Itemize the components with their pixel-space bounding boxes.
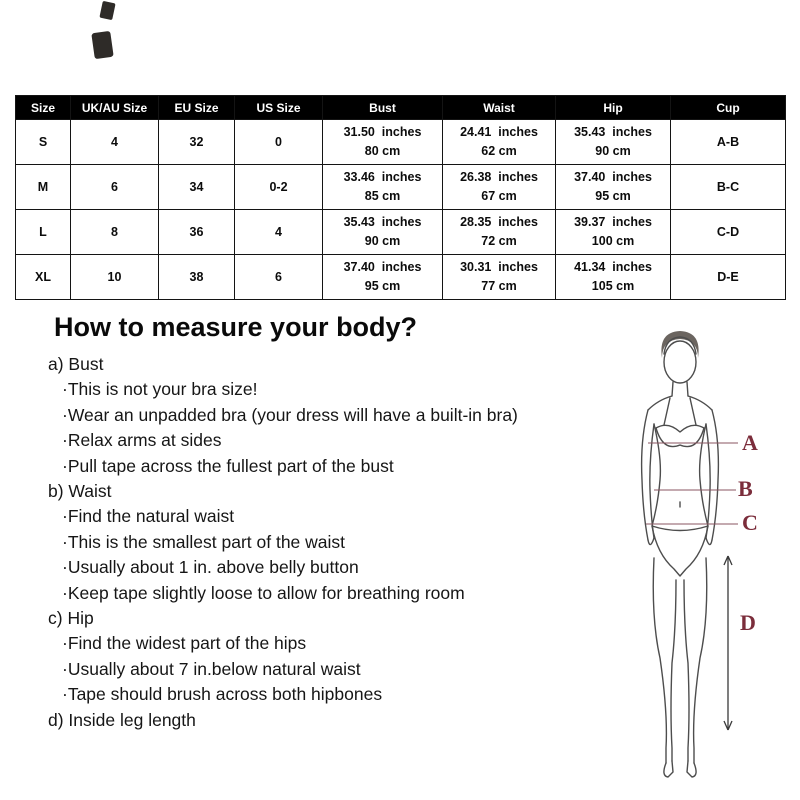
guide-item: ·Usually about 7 in.below natural waist <box>62 658 361 679</box>
guide-item: ·Relax arms at sides <box>62 430 222 451</box>
waist-cell <box>443 165 556 210</box>
hip-cm: 105 cm <box>591 279 635 293</box>
column-header-us: US Size <box>235 96 323 120</box>
bust-cell <box>323 210 443 255</box>
table-row <box>16 165 786 210</box>
waist-inches: 26.38 inches <box>460 170 538 184</box>
waist-cm: 77 cm <box>481 279 517 293</box>
column-header-bust: Bust <box>323 96 443 120</box>
eu-cell: 32 <box>159 120 235 165</box>
bust-inches: 33.46 inches <box>343 170 422 184</box>
us-cell: 0-2 <box>235 165 323 210</box>
eu-cell: 34 <box>159 165 235 210</box>
eu-cell: 38 <box>159 255 235 300</box>
waist-inches: 30.31 inches <box>460 260 538 274</box>
guide-item: ·Wear an unpadded bra (your dress will have a built-in bra) <box>62 404 518 425</box>
table-row <box>16 120 786 165</box>
us-cell: 0 <box>235 120 323 165</box>
figure-label-bust: A <box>742 430 758 455</box>
guide-section-waist: b) Waist <box>48 481 112 502</box>
guide-title: How to measure your body? <box>54 312 418 342</box>
guide-item: ·Usually about 1 in. above belly button <box>62 557 359 578</box>
measuring-guide <box>48 352 588 733</box>
waist-inches: 28.35 inches <box>460 215 538 229</box>
hip-cell <box>556 165 671 210</box>
column-header-ukau: UK/AU Size <box>71 96 159 120</box>
hip-inches: 37.40 inches <box>574 170 652 184</box>
bust-cm: 80 cm <box>364 144 401 158</box>
hip-cm: 90 cm <box>595 144 631 158</box>
body-figure <box>588 328 773 788</box>
hip-inches: 41.34 inches <box>574 260 652 274</box>
guide-item: ·Keep tape slightly loose to allow for breathing room <box>62 582 465 603</box>
size-cell: M <box>16 165 71 210</box>
hip-inches: 39.37 inches <box>574 215 652 229</box>
bust-cm: 95 cm <box>364 279 401 293</box>
hip-cm: 95 cm <box>595 189 631 203</box>
cup-cell: B-C <box>671 165 786 210</box>
waist-cell <box>443 255 556 300</box>
waist-cell <box>443 120 556 165</box>
guide-item: ·This is not your bra size! <box>62 379 258 400</box>
bust-inches: 35.43 inches <box>343 215 422 229</box>
hip-cm: 100 cm <box>591 234 635 248</box>
guide-section-bust: a) Bust <box>48 354 104 374</box>
guide-item: ·Find the natural waist <box>62 506 235 527</box>
corner-mark <box>91 31 113 59</box>
bust-cell <box>323 120 443 165</box>
size-cell: S <box>16 120 71 165</box>
bust-inches: 31.50 inches <box>343 125 422 139</box>
column-header-cup: Cup <box>671 96 786 120</box>
bust-cell <box>323 255 443 300</box>
ukau-cell: 10 <box>71 255 159 300</box>
table-header-row <box>16 96 786 120</box>
figure-label-leg: D <box>740 610 756 635</box>
bust-inches: 37.40 inches <box>343 260 422 274</box>
eu-cell: 36 <box>159 210 235 255</box>
waist-cm: 62 cm <box>481 144 517 158</box>
guide-item: ·This is the smallest part of the waist <box>62 531 346 552</box>
bust-cell <box>323 165 443 210</box>
table-row <box>16 255 786 300</box>
column-header-hip: Hip <box>556 96 671 120</box>
us-cell: 6 <box>235 255 323 300</box>
hip-cell <box>556 120 671 165</box>
size-cell: L <box>16 210 71 255</box>
guide-item: ·Pull tape across the fullest part of the bust <box>62 455 394 476</box>
ukau-cell: 8 <box>71 210 159 255</box>
cup-cell: A-B <box>671 120 786 165</box>
size-table <box>15 95 786 300</box>
guide-item: ·Tape should brush across both hipbones <box>62 684 383 705</box>
hip-inches: 35.43 inches <box>574 125 652 139</box>
guide-section-hip: c) Hip <box>48 608 94 629</box>
size-cell: XL <box>16 255 71 300</box>
waist-cell <box>443 210 556 255</box>
bust-cm: 85 cm <box>364 189 401 203</box>
cup-cell: C-D <box>671 210 786 255</box>
cup-cell: D-E <box>671 255 786 300</box>
corner-mark <box>99 1 115 20</box>
bust-cm: 90 cm <box>364 234 401 248</box>
ukau-cell: 4 <box>71 120 159 165</box>
waist-cm: 72 cm <box>481 234 517 248</box>
guide-item: ·Find the widest part of the hips <box>62 633 307 654</box>
table-row <box>16 210 786 255</box>
waist-cm: 67 cm <box>481 189 517 203</box>
waist-inches: 24.41 inches <box>460 125 538 139</box>
figure-label-hip: C <box>742 510 758 535</box>
ukau-cell: 6 <box>71 165 159 210</box>
column-header-eu: EU Size <box>159 96 235 120</box>
column-header-size: Size <box>16 96 71 120</box>
hip-cell <box>556 255 671 300</box>
us-cell: 4 <box>235 210 323 255</box>
body-figure-sketch <box>588 328 773 788</box>
column-header-waist: Waist <box>443 96 556 120</box>
guide-section-leg: d) Inside leg length <box>48 709 196 730</box>
hip-cell <box>556 210 671 255</box>
figure-label-waist: B <box>738 476 753 501</box>
